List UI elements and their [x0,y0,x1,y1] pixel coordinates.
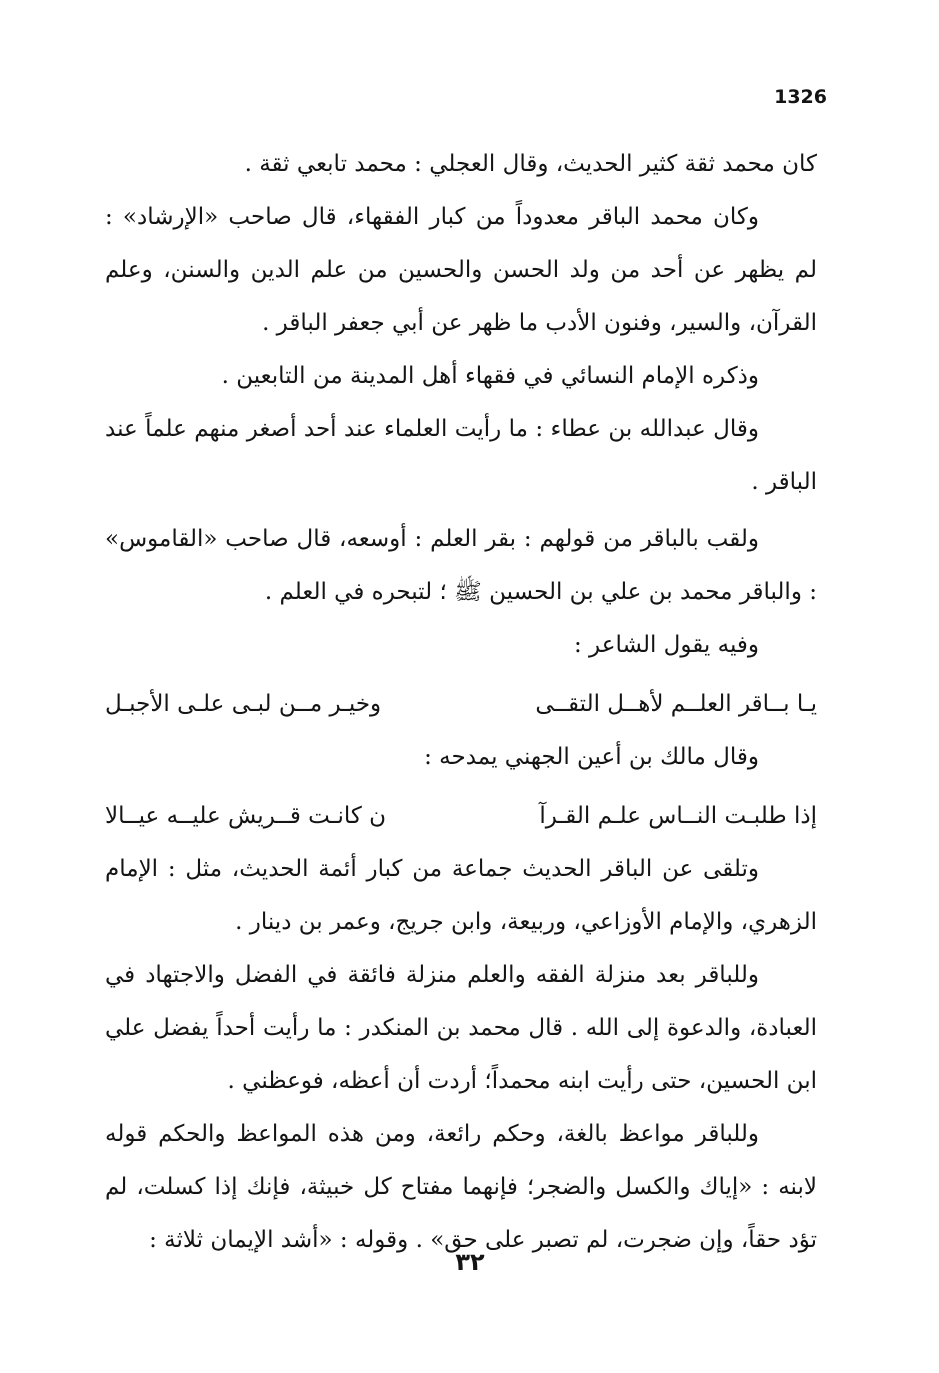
paragraph: وقال عبدالله بن عطاء : ما رأيت العلماء عند أحد أصغر منهم علماً عند الباقر . [105,416,817,495]
verse-second-hemistich: ن كانـت قــريش عليــه عيــالا [105,803,387,829]
paragraph: وتلقى عن الباقر الحديث جماعة من كبار أئمة الحديث، مثل : الإمام الزهري، والإمام الأوزاعي، وربيعة، وابن جريج، وعمر بن دينار . [105,856,817,935]
paragraph: وفيه يقول الشاعر : [573,632,759,658]
paragraph: وقال مالك بن أعين الجهني يمدحه : [424,744,759,770]
main-text [105,138,817,1267]
poetry-verse [105,790,817,843]
paragraph: وللباقر مواعظ بالغة، وحكم رائعة، ومن هذه المواعظ والحكم قوله لابنه : «إياك والكسل والضجر؛ فإنهما مفتاح كل خبيثة، فإنك إذا كسلت، لم تؤد حقاً، وإن ضجرت، لم تصبر على حق» . وقوله : «أشد الإيمان ثلاثة : [105,1121,817,1253]
paragraph: كان محمد ثقة كثير الحديث، وقال العجلي : محمد تابعي ثقة . [244,151,817,177]
paragraph: وللباقر بعد منزلة الفقه والعلم منزلة فائقة في الفضل والاجتهاد في العبادة، والدعوة إلى الله . قال محمد بن المنكدر : ما رأيت أحداً يفضل علي ابن الحسين، حتى رأيت ابنه محمداً؛ أردت أن أعظه، فوعظني . [105,962,817,1094]
page-number: ٣٢ [455,1248,485,1276]
verse-second-hemistich: وخيـر مــن لبـى علـى الأجبـل [105,691,382,717]
paragraph: وذكره الإمام النسائي في فقهاء أهل المدينة من التابعين . [221,363,759,389]
poetry-verse [105,678,817,731]
verse-first-hemistich: إذا طلبـت النــاس علـم القـرآ [539,803,817,829]
page-header-number: 1326 [774,86,827,108]
verse-first-hemistich: يـا بــاقر العلــم لأهــل التقــى [535,691,817,717]
paragraph: وكان محمد الباقر معدوداً من كبار الفقهاء، قال صاحب «الإرشاد» : لم يظهر عن أحد من ولد الحسن والحسين من علم الدين والسنن، وعلم القرآن، والسير، وفنون الأدب ما ظهر عن أبي جعفر الباقر . [105,204,817,336]
paragraph: ولقب بالباقر من قولهم : بقر العلم : أوسعه، قال صاحب «القاموس» : والباقر محمد بن علي بن الحسين ﷺ ؛ لتبحره في العلم . [105,526,817,605]
